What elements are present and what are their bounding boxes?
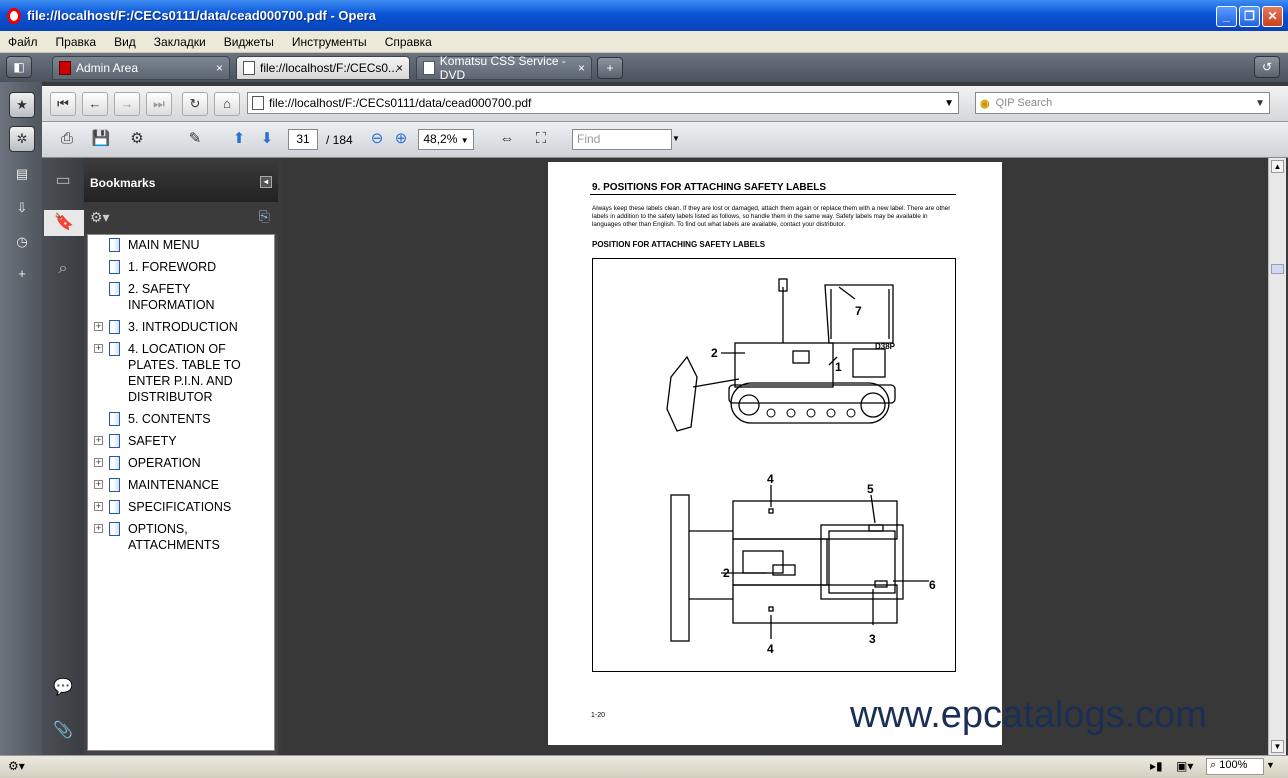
bookmark-page-icon [109,238,120,252]
page-number: 1-20 [591,712,606,719]
expand-icon[interactable]: + [95,435,102,445]
zoom-in-icon[interactable]: ⊕ [394,130,408,147]
bookmark-item[interactable] [88,281,274,313]
bookmark-page-icon [109,456,120,470]
new-tab-button[interactable]: + [597,57,623,79]
closed-tabs-button[interactable]: ↺ [1254,56,1280,78]
bookmark-page-icon [109,282,120,296]
bookmark-item[interactable] [88,477,274,493]
bookmark-item[interactable] [88,455,274,471]
tab-favicon-icon [243,61,255,75]
zoom-out-icon[interactable]: ⊖ [370,130,384,147]
pages-icon[interactable]: ▭ [55,172,71,189]
dozer-figure [592,258,956,672]
expand-icon[interactable]: + [95,479,102,489]
binoculars-icon[interactable]: ⌕ [58,260,68,277]
menu-widgets[interactable]: Виджеты [223,34,274,49]
bookmark-item[interactable] [88,259,274,275]
bookmarks-panel-icon[interactable]: ★ [9,92,35,118]
downloads-panel-icon[interactable]: ⇩ [16,200,28,215]
zoom-control[interactable]: ⌕ 100% [1206,758,1264,775]
view-icon[interactable]: ▣▾ [1176,759,1194,773]
panel-toggle-button[interactable]: ◧ [6,56,32,78]
bookmark-label: SAFETY [128,434,177,448]
callout-7: 7 [855,304,862,318]
reload-button[interactable]: ↻ [182,92,208,116]
find-input[interactable] [572,129,672,150]
bookmark-page-icon [109,342,120,356]
options-gear-icon[interactable]: ⚙▾ [90,209,110,225]
bookmark-page-icon [109,412,120,426]
bookmark-item[interactable] [88,499,274,515]
scroll-thumb[interactable] [1271,264,1284,274]
bookmark-label: 5. CONTENTS [128,412,211,426]
bookmark-label: OPERATION [128,456,201,470]
restore-button[interactable]: ❐ [1239,6,1260,27]
menu-bar [0,31,1288,53]
bookmark-item[interactable] [88,319,274,335]
widgets-panel-icon[interactable]: ✲ [9,126,35,152]
tab-close-icon[interactable]: × [395,61,403,75]
attachments-icon[interactable]: 📎 [53,722,73,739]
callout-6: 6 [929,578,936,592]
status-zoom: 100% [1219,759,1248,771]
close-window-button[interactable]: ✕ [1262,6,1283,27]
print-icon[interactable]: ⎙ [60,130,73,147]
bookmark-item[interactable] [88,237,274,253]
figure-heading: POSITION FOR ATTACHING SAFETY LABELS [592,240,766,249]
callout-5: 5 [867,482,874,496]
bookmark-item[interactable] [88,521,274,553]
vertical-scrollbar[interactable] [1268,158,1286,755]
search-placeholder: QIP Search [995,97,1053,109]
comments-icon[interactable]: 💬 [53,679,73,696]
tab-favicon-icon [423,61,435,75]
expand-icon[interactable]: + [95,457,102,467]
expand-icon[interactable]: + [95,501,102,511]
fit-page-icon[interactable]: ⛶ [535,130,547,147]
model-badge: D38P [875,342,896,351]
menu-bookmarks[interactable]: Закладки [153,34,206,49]
page-favicon-icon [252,96,264,110]
turbo-icon[interactable]: ▸▮ [1150,759,1163,773]
window-titlebar [0,0,1288,31]
qip-logo-icon: ◉ [980,97,990,110]
pdf-toolbar [42,122,1288,158]
expand-icon[interactable]: + [95,321,102,331]
document-viewport[interactable] [282,158,1268,755]
bookmarks-toolbar [84,202,278,234]
tab-label: Admin Area [76,61,139,75]
scroll-up-icon[interactable]: ▲ [1271,160,1284,173]
find-dropdown-icon[interactable]: ▼ [672,134,680,143]
new-bookmark-icon[interactable]: ⎘ [258,208,270,224]
bookmark-item[interactable] [88,433,274,449]
tab-favicon-icon [59,61,71,75]
bookmarks-header [84,162,278,202]
history-panel-icon[interactable]: ◷ [16,234,28,249]
callout-4-bottom: 4 [767,642,774,656]
bookmark-label: MAINTENANCE [128,478,219,492]
intro-paragraph: Always keep these labels clean. If they are lost or damaged, attach them again or replace them with a new label. There are other labels in addition to the safety labels listed as follows, so handle them in the same way. Safety labels may be available in languages other than English. To find out what labels are available, contact your distributor. [592,205,951,228]
bookmarks-tab-icon[interactable]: 🔖 [44,210,84,236]
address-url: file://localhost/F:/CECs0111/data/cead000700.pdf [269,96,532,110]
bookmark-page-icon [109,478,120,492]
address-field[interactable] [247,92,959,114]
status-bar [0,755,1288,778]
bookmark-item[interactable] [88,341,274,405]
find-placeholder: Find [577,132,601,146]
zoom-select[interactable] [418,129,474,150]
bookmark-page-icon [109,434,120,448]
opera-logo-icon [7,8,21,24]
tab-label: Komatsu CSS Service - DVD [439,54,566,82]
page-total: / 184 [326,133,353,147]
callout-1: 1 [835,360,842,374]
home-button[interactable]: ⌂ [214,92,240,116]
menu-view[interactable]: Вид [114,34,136,49]
tab-close-icon[interactable]: × [215,61,223,75]
menu-file[interactable]: Файл [8,34,38,49]
section-heading: 9. POSITIONS FOR ATTACHING SAFETY LABELS [592,182,827,193]
bookmark-label: 3. INTRODUCTION [128,320,238,334]
add-panel-icon[interactable]: + [18,266,26,281]
pdf-navigation-pane [42,158,84,755]
minimize-button[interactable]: _ [1216,6,1237,27]
collapse-panel-icon[interactable]: ◂ [260,176,272,188]
tab-label: file://localhost/F:/CECs0... [260,61,399,75]
search-dropdown-icon[interactable]: ▼ [1255,97,1265,109]
zoom-value: 48,2% [423,132,458,146]
rewind-button[interactable]: ⏮ [50,92,76,116]
bookmark-label: OPTIONS, ATTACHMENTS [128,522,220,552]
scroll-down-icon[interactable]: ▼ [1271,740,1284,753]
collaborate-icon[interactable]: ⚙ [130,130,144,147]
menu-tools[interactable]: Инструменты [291,34,367,49]
expand-icon[interactable]: + [95,343,102,353]
watermark: www.epcatalogs.com [850,694,1207,736]
bookmarks-title: Bookmarks [90,176,156,190]
window-title: file://localhost/F:/CECs0111/data/cead000700.pdf - Opera [27,8,376,23]
forward-button[interactable]: → [114,92,140,116]
menu-edit[interactable]: Правка [55,34,97,49]
bookmark-label: MAIN MENU [128,238,200,252]
address-dropdown-icon[interactable]: ▼ [944,97,954,109]
navigation-bar [42,86,1288,122]
tab-close-icon[interactable]: × [577,61,585,75]
bookmark-label: 2. SAFETY INFORMATION [128,282,215,312]
bookmarks-list [87,234,275,751]
tab-pdf[interactable] [236,56,410,80]
bookmark-label: 4. LOCATION OF PLATES. TABLE TO ENTER P.I.N. AND DISTRIBUTOR [128,342,241,404]
bookmark-label: SPECIFICATIONS [128,500,232,514]
zoom-dropdown-icon[interactable]: ▼ [460,136,469,145]
bookmark-page-icon [109,500,120,514]
opera-panel-strip [0,82,42,758]
bulldozer-drawing [593,259,957,673]
zoom-dropdown-icon[interactable]: ▼ [1266,760,1275,770]
speed-dial-icon[interactable]: ⚙▾ [8,759,25,773]
save-icon[interactable]: 💾 [91,130,111,147]
expand-icon[interactable]: + [95,523,102,533]
tab-bar [0,53,1288,82]
bookmark-item[interactable] [88,411,274,427]
review-icon[interactable]: ✎ [188,130,202,147]
page-number-input[interactable]: 31 [288,129,318,150]
search-field[interactable] [975,92,1270,114]
tab-komatsu[interactable] [416,56,592,80]
previous-page-icon[interactable]: ⬆ [232,130,246,147]
heading-rule [590,194,956,195]
fit-width-icon[interactable]: ⇔ [499,130,515,147]
callout-4-top: 4 [767,472,774,486]
bookmark-page-icon [109,522,120,536]
callout-3: 3 [869,632,876,646]
menu-help[interactable]: Справка [384,34,432,49]
bookmark-page-icon [109,320,120,334]
pdf-page [548,162,1002,745]
bookmark-label: 1. FOREWORD [128,260,217,274]
next-page-icon[interactable]: ⬇ [260,130,274,147]
notes-panel-icon[interactable]: ▤ [15,166,29,181]
tab-admin-area[interactable] [52,56,230,80]
bookmarks-panel [84,162,278,755]
callout-2-top: 2 [723,566,730,580]
callout-2: 2 [711,346,718,360]
bookmark-page-icon [109,260,120,274]
back-button[interactable]: ← [82,92,108,116]
fast-forward-button[interactable]: ⏭ [146,92,172,116]
